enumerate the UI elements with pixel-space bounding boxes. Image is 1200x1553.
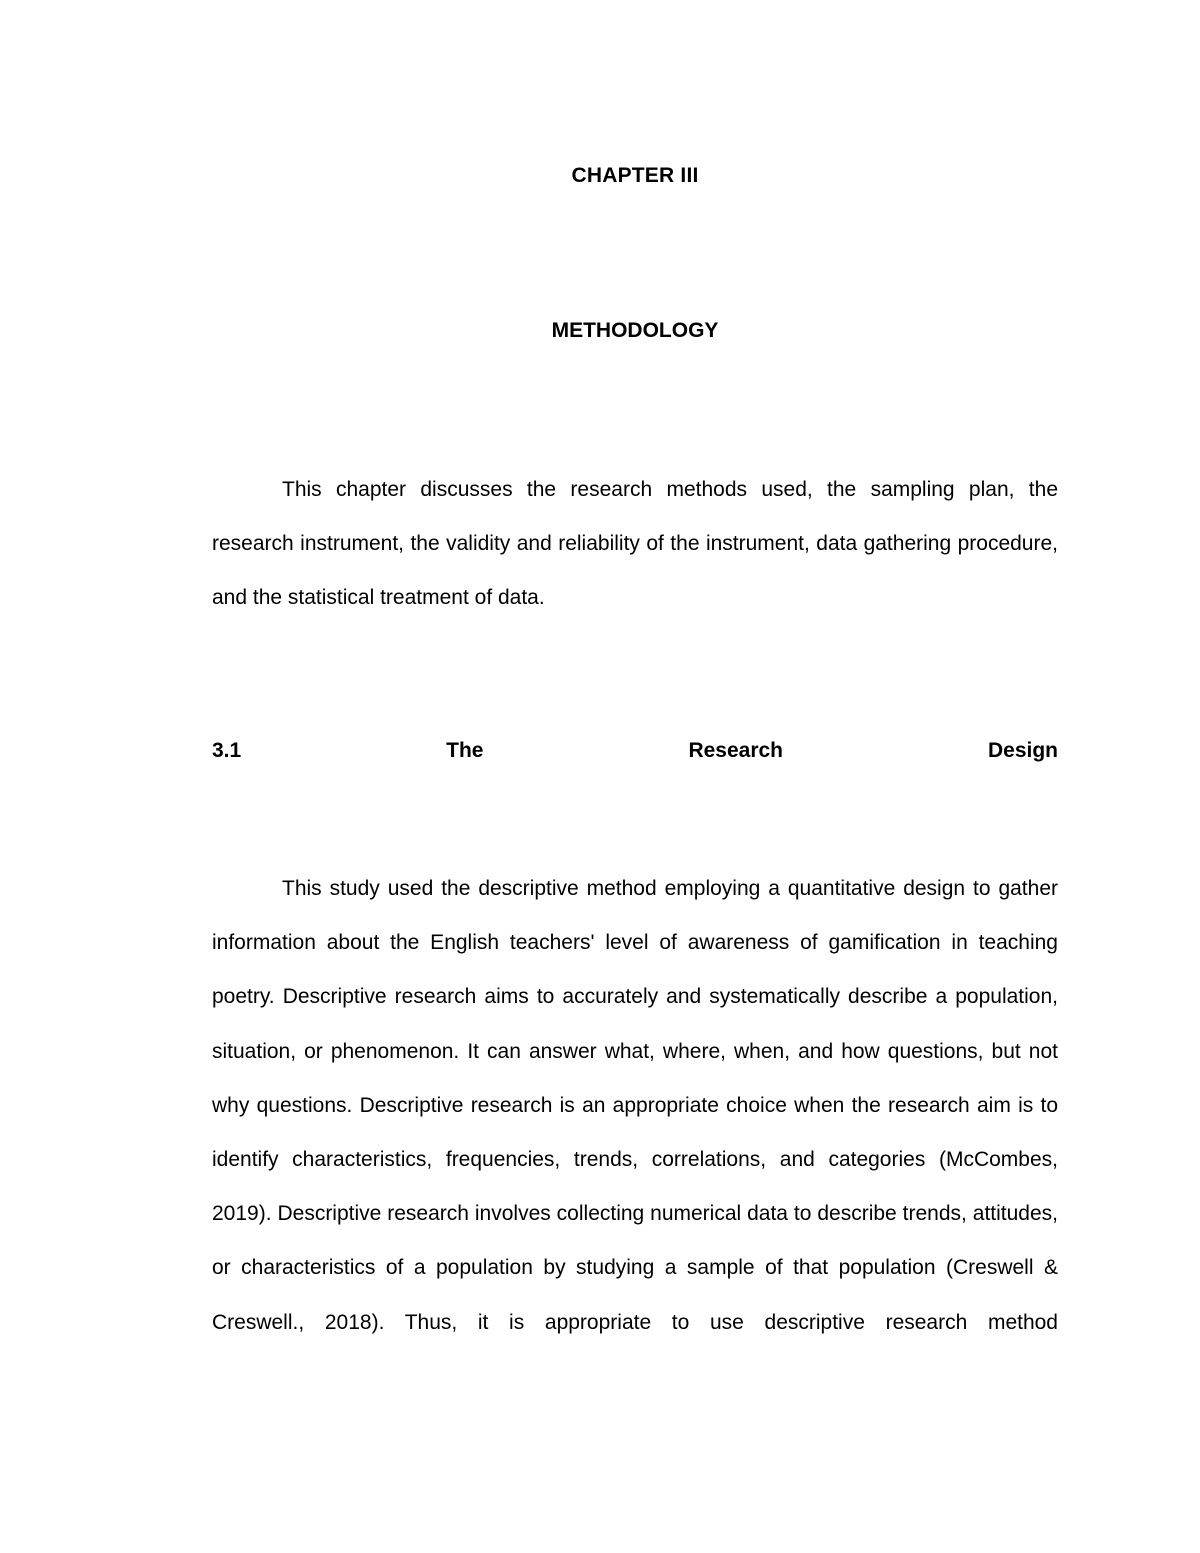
chapter-title: METHODOLOGY (551, 319, 719, 342)
intro-paragraph: This chapter discusses the research methods used, the sampling plan, the research instrument, the validity and reliability of the instrument, data gathering procedure, and the statistical treatment of data. (212, 478, 1058, 610)
section-heading (212, 739, 1058, 763)
section-word-the: The (446, 739, 484, 762)
section-number: 3.1 (212, 739, 242, 762)
design-paragraph: This study used the descriptive method employing a quantitative design to gather information about the English teachers' level of awareness of gamification in teaching poetry. Descriptive research aims to accurately and systematically describe a population, situation, or phenomenon. It can answer what, where, when, and how questions, but not why questions. Descriptive research is an appropriate choice when the research aim is to identify characteristics, frequencies, trends, correlations, and categories (McCombes, 2019). Descriptive research involves collecting numerical data to describe trends, attitudes, or characteristics of a population by studying a sample of that population (Creswell & Creswell., 2018). Thus, it is appropriate to use descriptive research method (212, 877, 1058, 1334)
section-word-research: Research (688, 739, 784, 762)
section-word-design: Design (987, 739, 1058, 762)
chapter-number: CHAPTER III (571, 164, 699, 187)
